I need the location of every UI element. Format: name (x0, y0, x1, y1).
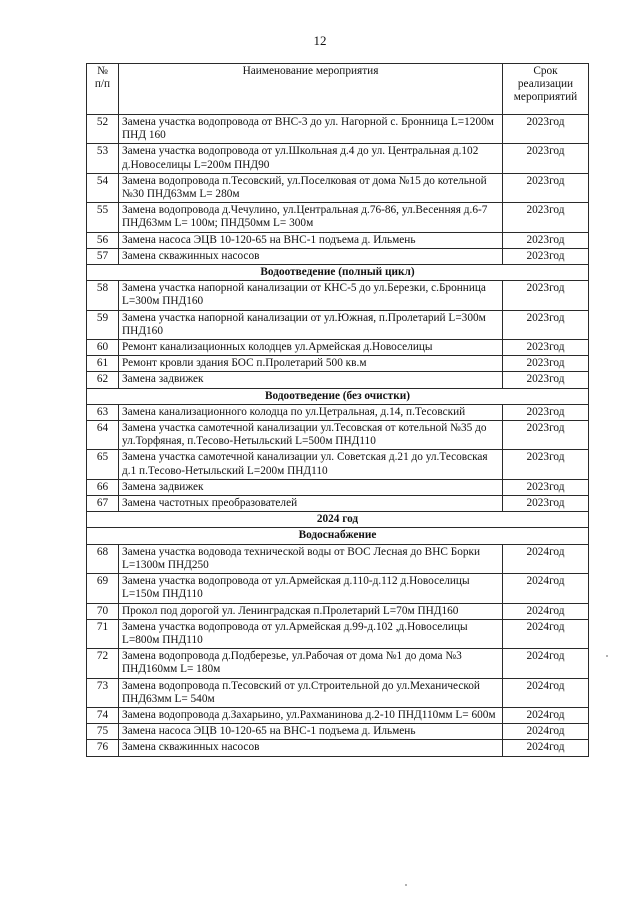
row-name: Замена водопровода д.Чечулино, ул.Центральная д.76-86, ул.Весенняя д.6-7 ПНД63мм L= 100м; ПНД50мм L= 300м (119, 203, 503, 232)
row-term: 2023год (503, 450, 589, 479)
row-number: 73 (87, 678, 119, 707)
row-name: Замена участка водопровода от ул.Армейская д.99-д.102 ,д.Новоселицы L=800м ПНД110 (119, 619, 503, 648)
table-row (87, 203, 589, 232)
row-term: 2023год (503, 479, 589, 495)
table-row (87, 450, 589, 479)
row-number: 52 (87, 115, 119, 144)
row-number: 71 (87, 619, 119, 648)
row-term: 2023год (503, 496, 589, 512)
row-name: Замена канализационного колодца по ул.Цетральная, д.14, п.Тесовский (119, 404, 503, 420)
row-name: Замена водопровода д.Захарьино, ул.Рахманинова д.2-10 ПНД110мм L= 600м (119, 707, 503, 723)
row-term: 2023год (503, 248, 589, 264)
row-number: 57 (87, 248, 119, 264)
row-name: Прокол под дорогой ул. Ленинградская п.Пролетарий L=70м ПНД160 (119, 603, 503, 619)
table-row (87, 173, 589, 202)
table-row (87, 707, 589, 723)
row-term: 2024год (503, 619, 589, 648)
row-name: Замена насоса ЭЦВ 10-120-65 на ВНС-1 подъема д. Ильмень (119, 724, 503, 740)
row-number: 63 (87, 404, 119, 420)
table-row (87, 496, 589, 512)
row-name: Замена частотных преобразователей (119, 496, 503, 512)
table-row (87, 356, 589, 372)
table-row (87, 281, 589, 310)
row-term: 2023год (503, 232, 589, 248)
row-number: 70 (87, 603, 119, 619)
row-term: 2023год (503, 281, 589, 310)
row-term: 2023год (503, 356, 589, 372)
table-row (87, 340, 589, 356)
table-row (87, 649, 589, 678)
row-name: Замена насоса ЭЦВ 10-120-65 на ВНС-1 подъема д. Ильмень (119, 232, 503, 248)
row-name: Замена участка водопровода от ВНС-3 до ул. Нагорной с. Бронница L=1200м ПНД 160 (119, 115, 503, 144)
row-name: Замена водопровода д.Подберезье, ул.Рабочая от дома №1 до дома №3 ПНД160мм L= 180м (119, 649, 503, 678)
row-number: 72 (87, 649, 119, 678)
table-row (87, 724, 589, 740)
table-row (87, 421, 589, 450)
table-row (87, 115, 589, 144)
row-name: Замена участка напорной канализации от ул.Южная, п.Пролетарий L=300м ПНД160 (119, 310, 503, 339)
row-name: Замена задвижек (119, 372, 503, 388)
table-row (87, 372, 589, 388)
row-name: Замена участка водопровода от ул.Армейская д.110-д.112 д.Новоселицы L=150м ПНД110 (119, 574, 503, 603)
row-term: 2024год (503, 724, 589, 740)
row-name: Ремонт канализационных колодцев ул.Армейская д.Новоселицы (119, 340, 503, 356)
row-term: 2023год (503, 340, 589, 356)
row-term: 2024год (503, 678, 589, 707)
table-row (87, 310, 589, 339)
scan-speck (405, 884, 407, 886)
row-term: 2023год (503, 404, 589, 420)
section-row (87, 512, 589, 528)
row-number: 67 (87, 496, 119, 512)
row-name: Замена участка водопровода от ул.Школьная д.4 до ул. Центральная д.102 д.Новоселицы L=200м ПНД90 (119, 144, 503, 173)
table-body (87, 115, 589, 757)
measures-table (86, 63, 589, 757)
header-num: № п/п (87, 64, 119, 115)
table-row (87, 603, 589, 619)
row-term: 2024год (503, 544, 589, 573)
table-row (87, 479, 589, 495)
row-term: 2023год (503, 115, 589, 144)
table-row (87, 404, 589, 420)
row-number: 54 (87, 173, 119, 202)
row-name: Ремонт кровли здания БОС п.Пролетарий 500 кв.м (119, 356, 503, 372)
section-title: Водоотведение (без очистки) (87, 388, 589, 404)
section-row (87, 265, 589, 281)
row-term: 2023год (503, 421, 589, 450)
row-number: 61 (87, 356, 119, 372)
row-term: 2023год (503, 144, 589, 173)
row-number: 66 (87, 479, 119, 495)
row-number: 56 (87, 232, 119, 248)
table-row (87, 544, 589, 573)
row-number: 74 (87, 707, 119, 723)
row-number: 60 (87, 340, 119, 356)
row-term: 2023год (503, 173, 589, 202)
row-term: 2024год (503, 740, 589, 756)
row-name: Замена участка самотечной канализации ул.Тесовская от котельной №35 до ул.Торфяная, п.Тесово-Нетыльский L=500м ПНД110 (119, 421, 503, 450)
row-number: 55 (87, 203, 119, 232)
row-number: 59 (87, 310, 119, 339)
section-row (87, 528, 589, 544)
table-row (87, 248, 589, 264)
row-number: 58 (87, 281, 119, 310)
row-name: Замена скважинных насосов (119, 740, 503, 756)
row-name: Замена участка напорной канализации от КНС-5 до ул.Березки, с.Бронница L=300м ПНД160 (119, 281, 503, 310)
row-number: 65 (87, 450, 119, 479)
row-term: 2024год (503, 707, 589, 723)
row-number: 68 (87, 544, 119, 573)
row-name: Замена водопровода п.Тесовский, ул.Поселковая от дома №15 до котельной №30 ПНД63мм L= 280м (119, 173, 503, 202)
page-number: 12 (313, 33, 327, 48)
table-row (87, 232, 589, 248)
section-row (87, 388, 589, 404)
section-title: Водоснабжение (87, 528, 589, 544)
row-name: Замена участка самотечной канализации ул. Советская д.21 до ул.Тесовская д.1 п.Тесово-Нетыльский L=200м ПНД110 (119, 450, 503, 479)
row-term: 2023год (503, 310, 589, 339)
row-name: Замена задвижек (119, 479, 503, 495)
table-row (87, 678, 589, 707)
section-title: Водоотведение (полный цикл) (87, 265, 589, 281)
row-term: 2024год (503, 603, 589, 619)
table-row (87, 740, 589, 756)
row-number: 75 (87, 724, 119, 740)
row-number: 64 (87, 421, 119, 450)
header-term: Срок реализации мероприятий (503, 64, 589, 115)
row-number: 76 (87, 740, 119, 756)
row-term: 2023год (503, 203, 589, 232)
row-number: 69 (87, 574, 119, 603)
table-row (87, 619, 589, 648)
table-header-row (87, 64, 589, 115)
table-row (87, 144, 589, 173)
row-number: 62 (87, 372, 119, 388)
row-term: 2023год (503, 372, 589, 388)
header-name: Наименование мероприятия (119, 64, 503, 115)
row-term: 2024год (503, 649, 589, 678)
section-title: 2024 год (87, 512, 589, 528)
row-number: 53 (87, 144, 119, 173)
row-term: 2024год (503, 574, 589, 603)
row-name: Замена участка водовода технической воды от ВОС Лесная до ВНС Борки L=1300м ПНД250 (119, 544, 503, 573)
scan-speck (606, 655, 608, 657)
row-name: Замена скважинных насосов (119, 248, 503, 264)
table-row (87, 574, 589, 603)
row-name: Замена водопровода п.Тесовский от ул.Строительной до ул.Механической ПНД63мм L= 540м (119, 678, 503, 707)
